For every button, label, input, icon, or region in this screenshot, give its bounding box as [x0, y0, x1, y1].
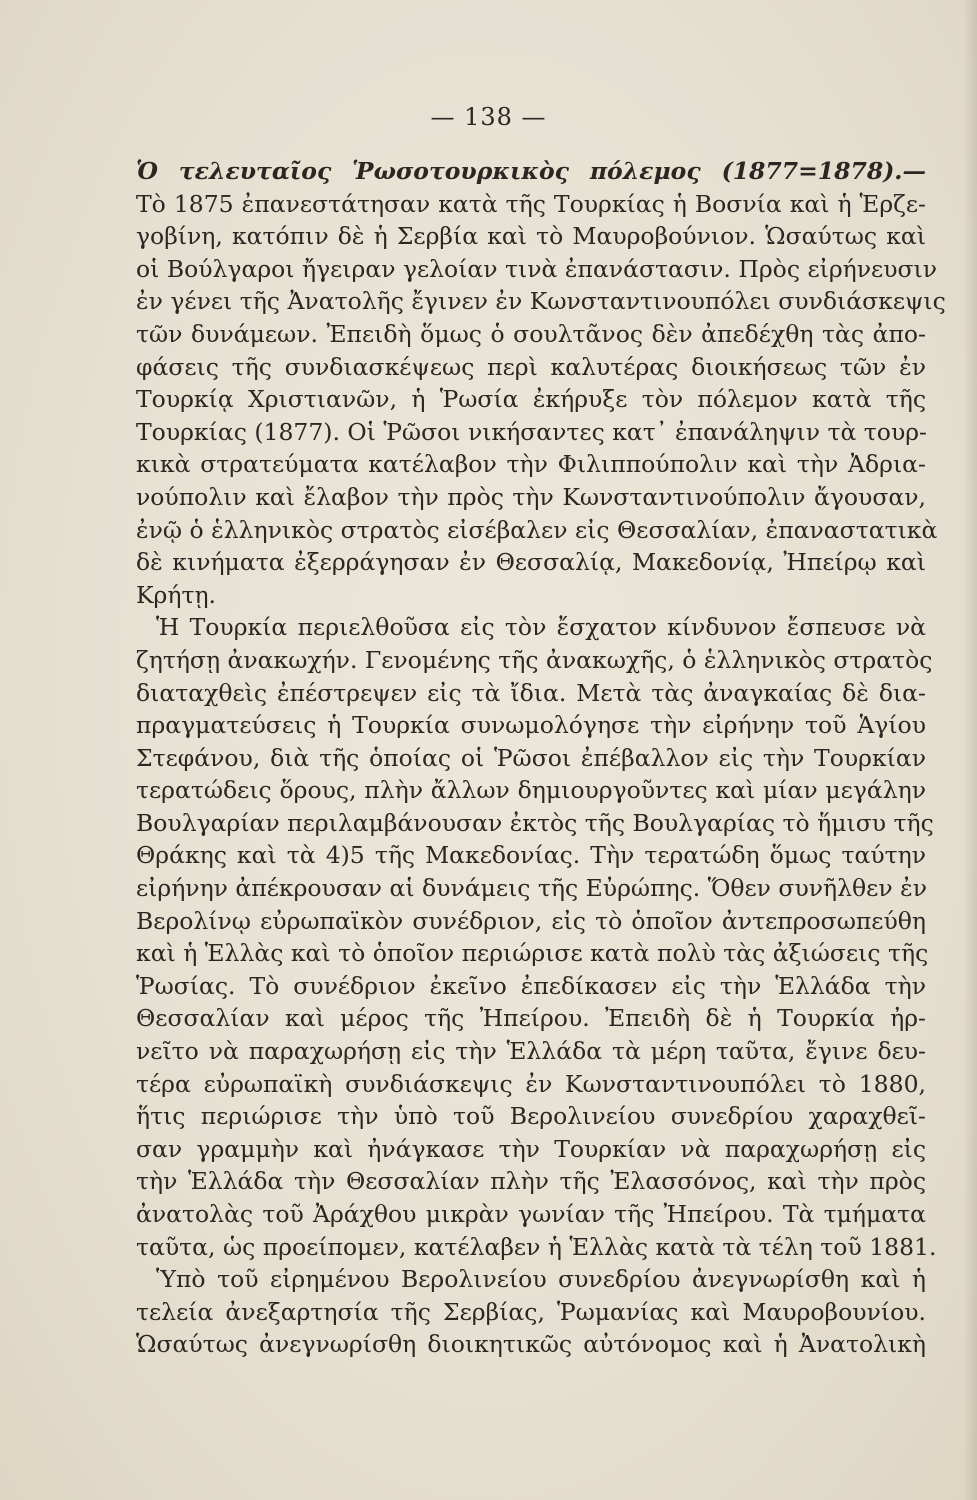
- text-line: Κρήτῃ.: [136, 580, 217, 609]
- text-line: σαν γραμμὴν καὶ ἠνάγκασε τὴν Τουρκίαν νὰ παραχωρήσῃ εἰς: [136, 1134, 926, 1163]
- text-line: Ὑπὸ τοῦ εἰρημένου Βερολινείου συνεδρίου ἀνεγνωρίσθη καὶ ἡ: [156, 1265, 926, 1294]
- text-line: τέρα εὐρωπαϊκὴ συνδιάσκεψις ἐν Κωνσταντινουπόλει τὸ 1880,: [136, 1069, 926, 1098]
- text-line: ἥτις περιώρισε τὴν ὑπὸ τοῦ Βερολινείου συνεδρίου χαραχθεῖ-: [136, 1102, 926, 1131]
- text-line: φάσεις τῆς συνδιασκέψεως περὶ καλυτέρας διοικήσεως τῶν ἐν: [136, 352, 926, 381]
- text-line: Βερολίνῳ εὐρωπαϊκὸν συνέδριον, εἰς τὸ ὁποῖον ἀντεπροσωπεύθη: [136, 906, 926, 935]
- text-line: τῶν δυνάμεων. Ἐπειδὴ ὅμως ὁ σουλτᾶνος δὲν ἀπεδέχθη τὰς ἀπο-: [136, 319, 926, 348]
- text-line: Τουρκίᾳ Χριστιανῶν, ἡ Ῥωσία ἐκήρυξε τὸν πόλεμον κατὰ τῆς: [136, 385, 926, 414]
- page-number: — 138 —: [430, 103, 547, 131]
- text-line: ἀνατολὰς τοῦ Ἀράχθου μικρὰν γωνίαν τῆς Ἠπείρου. Τὰ τμήματα: [136, 1200, 926, 1228]
- text-line: διαταχθεὶς ἐπέστρεψεν εἰς τὰ ἴδια. Μετὰ τὰς ἀναγκαίας δὲ δια-: [136, 678, 926, 707]
- text-line: ἐν γένει τῆς Ἀνατολῆς ἔγινεν ἐν Κωνσταντινουπόλει συνδιάσκεψις: [136, 287, 946, 316]
- text-line: κικὰ στρατεύματα κατέλαβον τὴν Φιλιππούπολιν καὶ τὴν Ἀδρια-: [136, 450, 926, 479]
- text-line: γοβίνη, κατόπιν δὲ ἡ Σερβία καὶ τὸ Μαυροβούνιον. Ὡσαύτως καὶ: [136, 222, 926, 251]
- text-line: εἰρήνην ἀπέκρουσαν αἱ δυνάμεις τῆς Εὐρώπης. Ὅθεν συνῆλθεν ἐν: [136, 874, 927, 903]
- text-line: Ῥωσίας. Τὸ συνέδριον ἐκεῖνο ἐπεδίκασεν εἰς τὴν Ἑλλάδα τὴν: [136, 971, 926, 1000]
- text-line: Τουρκίας (1877). Οἱ Ῥῶσοι νικήσαντες κατ᾽ ἐπανάληψιν τὰ τουρ-: [136, 417, 927, 446]
- page-edge-shadow: [963, 0, 977, 1500]
- text-line: δὲ κινήματα ἐξερράγησαν ἐν Θεσσαλίᾳ, Μακεδονίᾳ, Ἠπείρῳ καὶ: [136, 548, 926, 577]
- text-line: ζητήσῃ ἀνακωχήν. Γενομένης τῆς ἀνακωχῆς, ὁ ἑλληνικὸς στρατὸς: [136, 645, 933, 674]
- text-line: πραγματεύσεις ἡ Τουρκία συνωμολόγησε τὴν εἰρήνην τοῦ Ἁγίου: [136, 711, 926, 740]
- text-line: ἐνῷ ὁ ἑλληνικὸς στρατὸς εἰσέβαλεν εἰς Θεσσαλίαν, ἐπαναστατικὰ: [136, 515, 938, 544]
- text-line: Θράκης καὶ τὰ 4)5 τῆς Μακεδονίας. Τὴν τερατώδη ὅμως ταύτην: [136, 841, 926, 870]
- text-line: καὶ ἡ Ἑλλὰς καὶ τὸ ὁποῖον περιώρισε κατὰ πολὺ τὰς ἀξιώσεις τῆς: [136, 939, 929, 968]
- text-line: Ἡ Τουρκία περιελθοῦσα εἰς τὸν ἔσχατον κίνδυνον ἔσπευσε νὰ: [156, 613, 926, 642]
- text-line: Τὸ 1875 ἐπανεστάτησαν κατὰ τῆς Τουρκίας ἡ Βοσνία καὶ ἡ Ἑρζε-: [136, 189, 926, 218]
- text-line: ταῦτα, ὡς προείπομεν, κατέλαβεν ἡ Ἑλλὰς κατὰ τὰ τέλη τοῦ 1881.: [136, 1232, 937, 1261]
- text-line: νούπολιν καὶ ἔλαβον τὴν πρὸς τὴν Κωνσταντινούπολιν ἄγουσαν,: [136, 482, 926, 511]
- paragraph: [136, 188, 946, 612]
- text-line: Βουλγαρίαν περιλαμβάνουσαν ἐκτὸς τῆς Βουλγαρίας τὸ ἥμισυ τῆς: [136, 808, 934, 837]
- paragraph: [136, 1263, 926, 1361]
- text-line: νεῖτο νὰ παραχωρήσῃ εἰς τὴν Ἑλλάδα τὰ μέρη ταῦτα, ἔγινε δευ-: [136, 1037, 926, 1066]
- paragraph: [136, 611, 937, 1263]
- text-line: Στεφάνου, διὰ τῆς ὁποίας οἱ Ῥῶσοι ἐπέβαλλον εἰς τὴν Τουρκίαν: [136, 743, 926, 772]
- section-title: Ὁ τελευταῖος Ῥωσοτουρκικὸς πόλεμος (1877=1878).—: [136, 157, 926, 185]
- text-line: τελεία ἀνεξαρτησία τῆς Σερβίας, Ῥωμανίας καὶ Μαυροβουνίου.: [136, 1297, 926, 1326]
- text-line: τερατώδεις ὅρους, πλὴν ἄλλων δημιουργοῦντες καὶ μίαν μεγάλην: [136, 776, 926, 805]
- text-line: οἱ Βούλγαροι ἤγειραν γελοίαν τινὰ ἐπανάστασιν. Πρὸς εἰρήνευσιν: [136, 254, 938, 283]
- page-body: [136, 155, 946, 1361]
- text-line: Θεσσαλίαν καὶ μέρος τῆς Ἠπείρου. Ἐπειδὴ δὲ ἡ Τουρκία ἠρ-: [136, 1004, 926, 1033]
- text-line: Ὡσαύτως ἀνεγνωρίσθη διοικητικῶς αὐτόνομος καὶ ἡ Ἀνατολικὴ: [136, 1330, 926, 1359]
- text-line: τὴν Ἑλλάδα τὴν Θεσσαλίαν πλὴν τῆς Ἐλασσόνος, καὶ τὴν πρὸς: [136, 1167, 926, 1196]
